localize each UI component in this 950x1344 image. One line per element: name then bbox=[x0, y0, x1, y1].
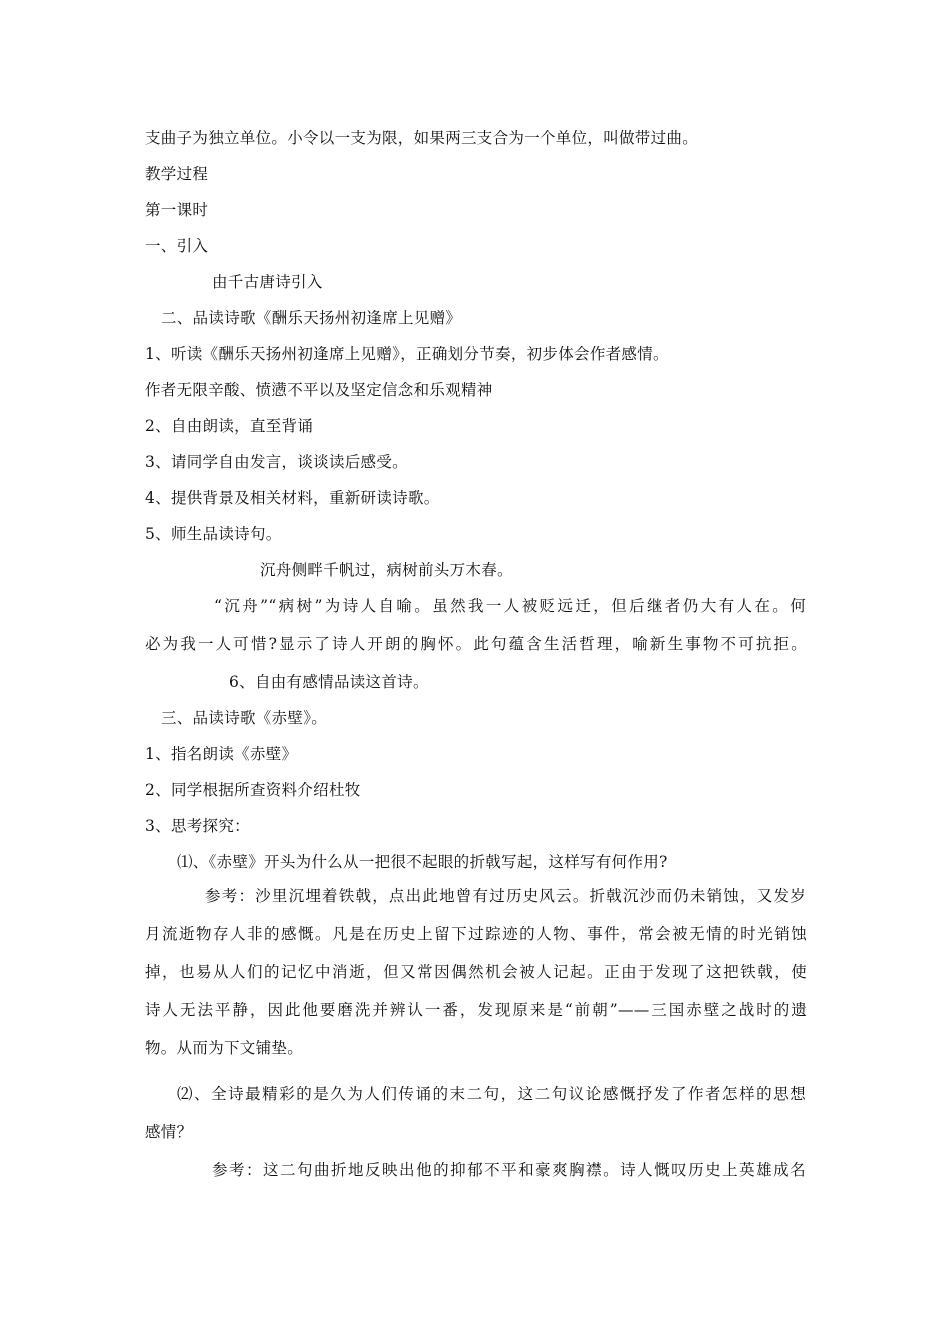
section-heading: 二、品读诗歌《酬乐天扬州初逢席上见赠》 bbox=[161, 309, 462, 327]
text-line: 由千古唐诗引入 bbox=[212, 273, 323, 291]
section-heading: 三、品读诗歌《赤壁》。 bbox=[161, 709, 328, 727]
question-line: ⑵、全诗最精彩的是久为人们传诵的末二句，这二句议论感慨抒发了作者怎样的思想 bbox=[177, 1085, 806, 1103]
text-line: 必为我一人可惜?显示了诗人开朗的胸怀。此句蕴含生活哲理，喻新生事物不可抗拒。 bbox=[145, 635, 807, 653]
text-line: 2、同学根据所查资料介绍杜牧 bbox=[145, 781, 361, 799]
text-line: 教学过程 bbox=[145, 165, 209, 183]
text-line: 第一课时 bbox=[145, 201, 209, 219]
text-line: 诗人无法平静，因此他要磨洗并辨认一番，发现原来是“前朝”——三国赤壁之战时的遗 bbox=[145, 1001, 807, 1019]
text-line: 2、自由朗读，直至背诵 bbox=[145, 417, 314, 435]
text-line: 作者无限辛酸、愤懑不平以及坚定信念和乐观精神 bbox=[145, 381, 493, 399]
text-line: 月流逝物存人非的感慨。凡是在历史上留下过踪迹的人物、事件，常会被无情的时光销蚀 bbox=[145, 925, 807, 943]
text-line: 感情？ bbox=[145, 1123, 193, 1141]
poem-line: 沉舟侧畔千帆过，病树前头万木春。 bbox=[260, 561, 513, 579]
text-line: 3、思考探究： bbox=[145, 817, 250, 835]
text-line: “沉舟”“病树”为诗人自喻。虽然我一人被贬远迁，但后继者仍大有人在。何 bbox=[214, 597, 806, 615]
text-line: 物。从而为下文铺垫。 bbox=[145, 1039, 304, 1057]
text-line: 支曲子为独立单位。小令以一支为限，如果两三支合为一个单位，叫做带过曲。 bbox=[145, 129, 699, 147]
text-line: 掉，也易从人们的记忆中消逝，但又常因偶然机会被人记起。正由于发现了这把铁戟，使 bbox=[145, 963, 807, 981]
text-line: 参考：沙里沉埋着铁戟，点出此地曾有过历史风云。折戟沉沙而仍未销蚀，又发岁 bbox=[205, 887, 806, 905]
question-line: ⑴、《赤壁》开头为什么从一把很不起眼的折戟写起，这样写有何作用? bbox=[177, 853, 668, 871]
text-line: 参考：这二句曲折地反映出他的抑郁不平和豪爽胸襟。诗人慨叹历史上英雄成名 bbox=[212, 1161, 806, 1179]
text-line: 5、师生品读诗句。 bbox=[145, 525, 282, 543]
text-line: 1、听读《酬乐天扬州初逢席上见赠》，正确划分节奏，初步体会作者感情。 bbox=[145, 345, 669, 363]
text-line: 3、请同学自由发言，谈谈读后感受。 bbox=[145, 453, 408, 471]
text-line: 1、指名朗读《赤壁》 bbox=[145, 745, 298, 763]
text-line: 6、自由有感情品读这首诗。 bbox=[229, 673, 429, 691]
text-line: 一、引入 bbox=[145, 237, 209, 255]
text-line: 4、提供背景及相关材料，重新研读诗歌。 bbox=[145, 489, 440, 507]
